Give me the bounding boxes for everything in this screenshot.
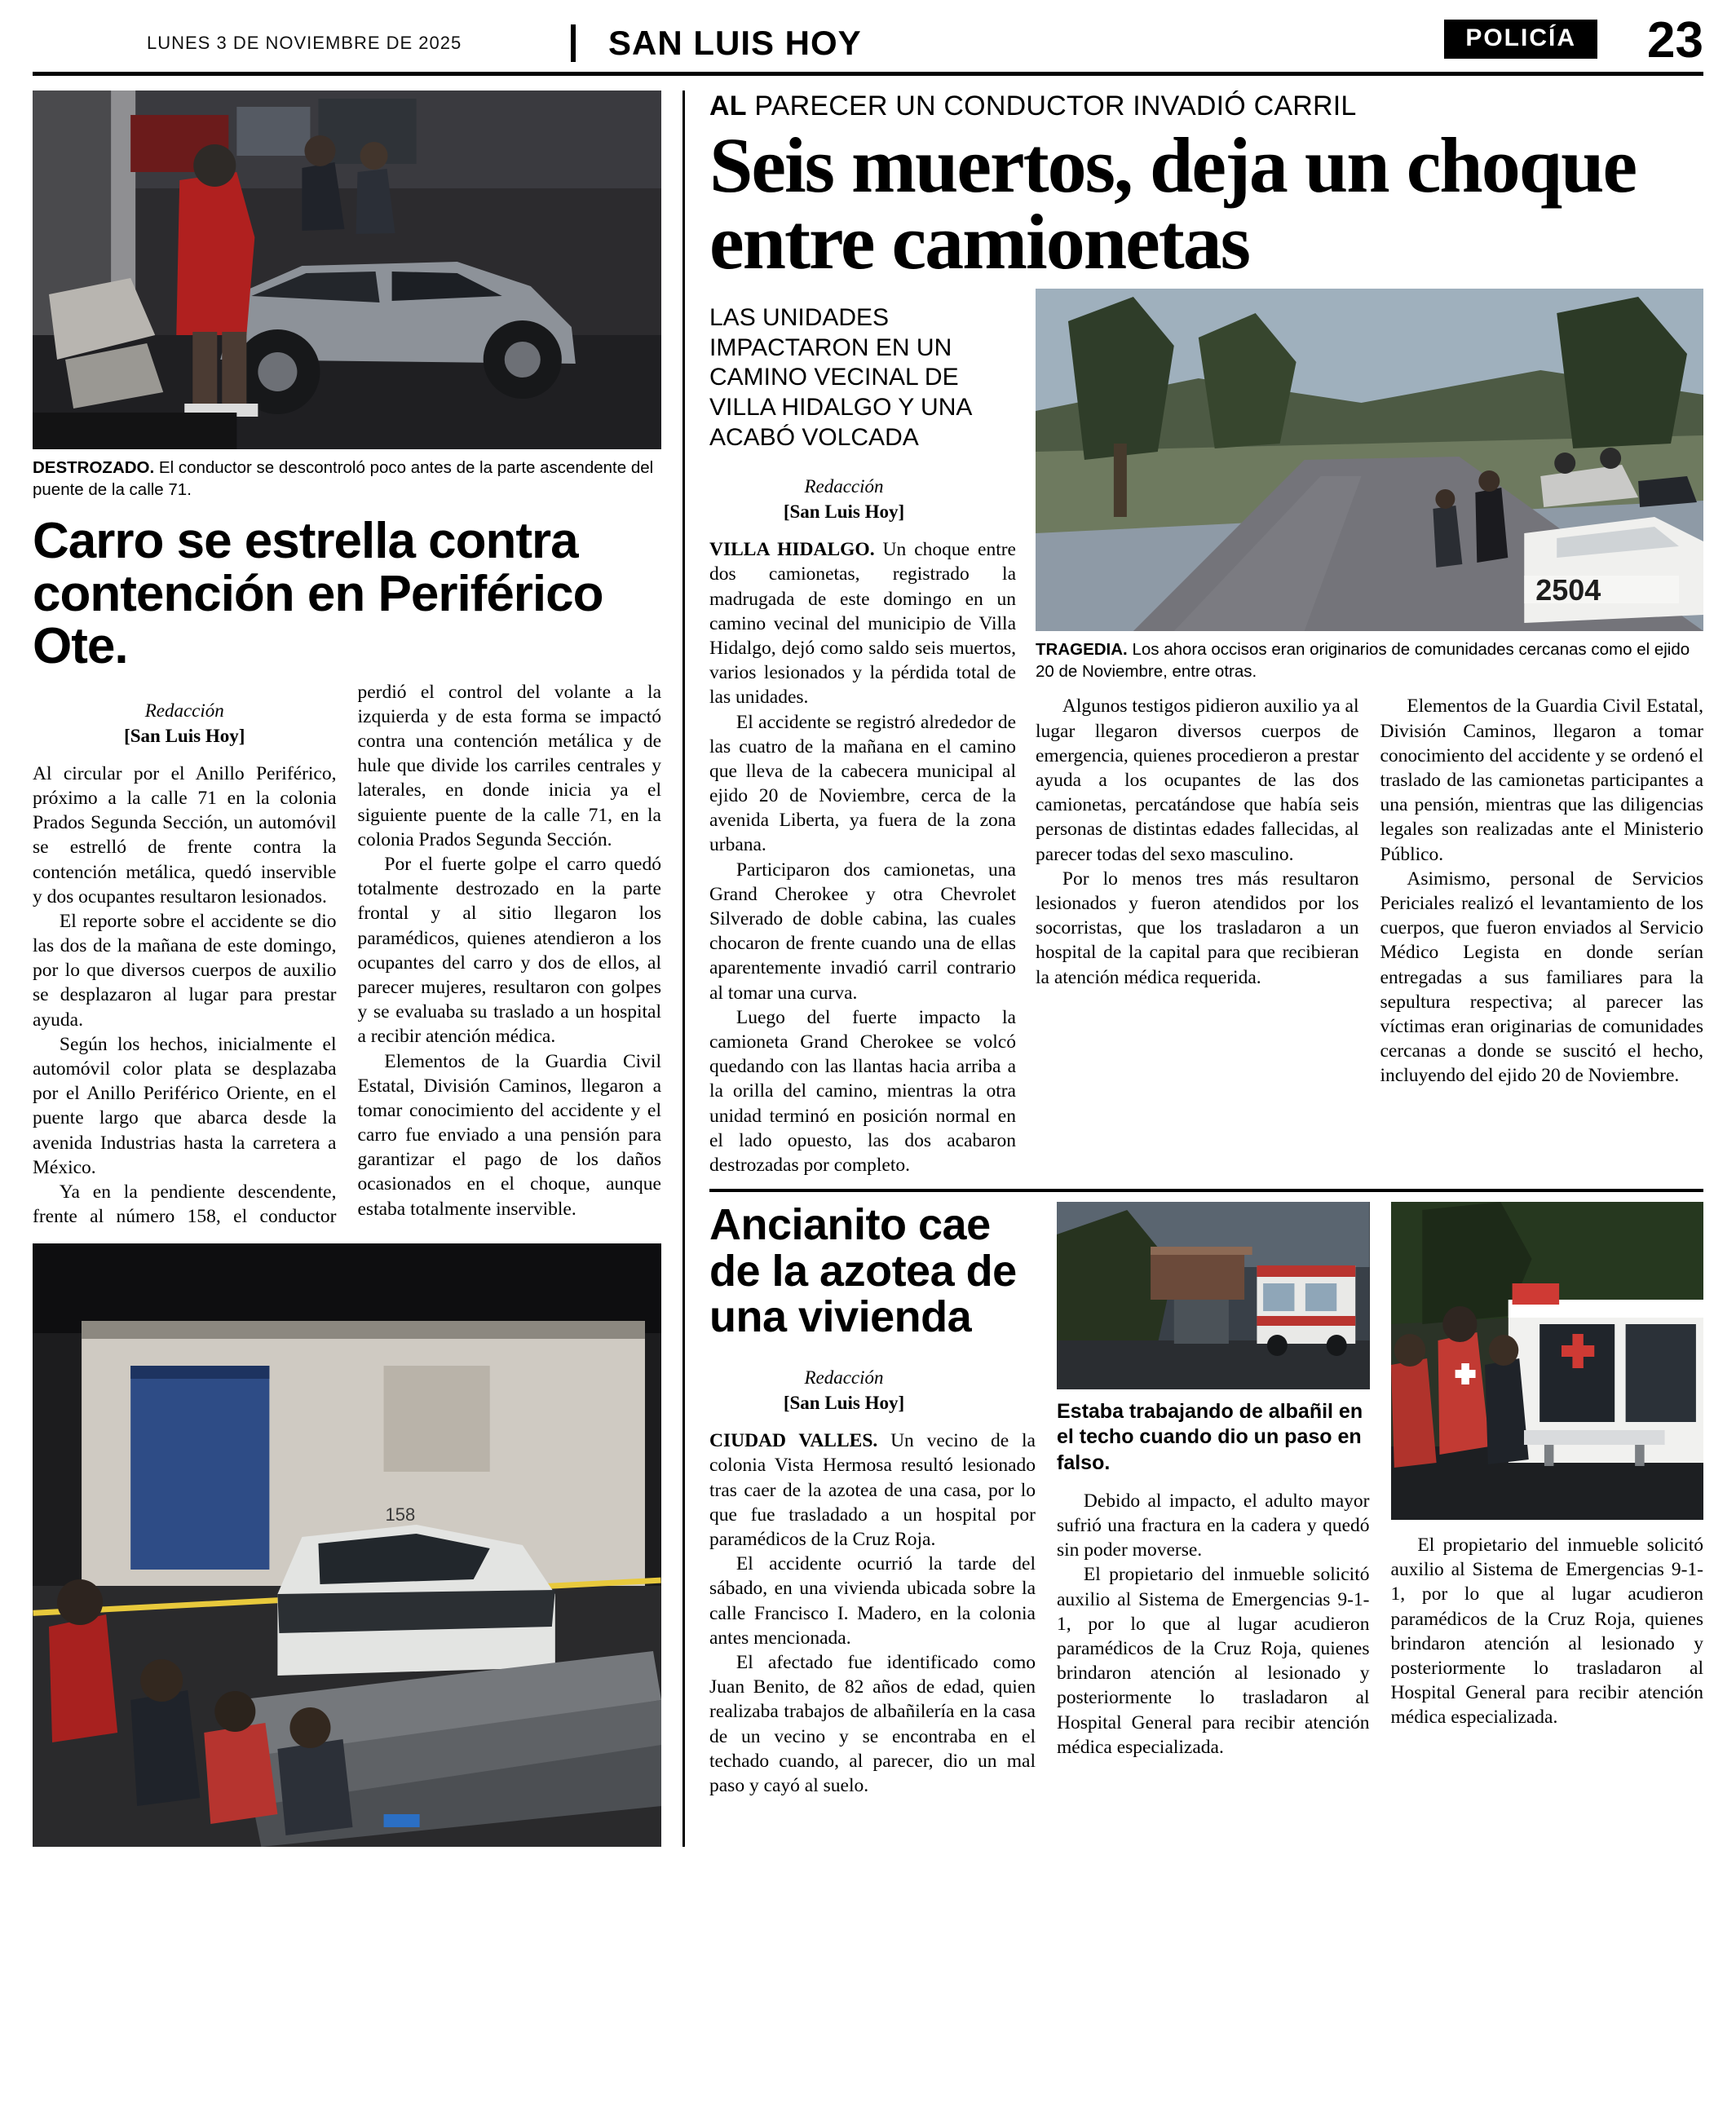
dateline: VILLA HIDALGO. (709, 539, 875, 561)
photo-crashed-car-night (33, 91, 661, 449)
bottom-story (709, 1202, 1703, 1798)
photo-rural-crash-art (1036, 289, 1703, 631)
paragraph: Asimismo, personal de Servicios Periciales realizó el levantamiento de los cuerpos, que fueron enviados al Servicio Médico Legista en donde serían entregadas a sus familiares para la sepultura respectiva; al parecer las víctimas eran originarias de comunidades cercanas a donde se suscitó el hecho, incluyendo del ejido 20 de Noviembre. (1380, 868, 1703, 1087)
paragraph: El afectado fue identificado como Juan Benito, de 82 años de edad, quien realizaba trabajos de albañilería en la casa de un vecino y se encontraba en el techado cuando, al parecer, dio un mal paso y cayó al suelo. (709, 1651, 1036, 1796)
page-content (33, 91, 1703, 1847)
lead-lower-columns (1036, 694, 1703, 1088)
left-column (33, 91, 685, 1847)
paragraph: El propietario del inmueble solicitó auxilio al Sistema de Emergencias 9-1-1, por lo que al lugar acudieron paramédicos de la Cruz Roja, quienes brindaron atención al lesionado y posteriormente lo trasladaron al Hospital General para recibir atención médica especializada. (1057, 1564, 1370, 1758)
photo-paramedics (1391, 1202, 1704, 1520)
lead-first-text: Un choque entre dos camionetas, registrado la madrugada de este domingo en un camino vecinal del municipio de Villa Hidalgo, dejó como saldo seis muertos, varios lesionados y la pérdida total de las unidades. (709, 539, 1016, 709)
byline-role: Redacción (804, 476, 884, 497)
photo-collapsed-roof-art (33, 1243, 661, 1847)
page-number: 23 (1647, 12, 1703, 68)
photo-caption-rural-crash (1036, 639, 1703, 682)
paragraph: Luego del fuerte impacto la camioneta Grand Cherokee se volcó quedando con las llantas hacia arriba a la orilla del camino, mientras la otra unidad terminó en posición normal en el lado opuesto, las dos acabaron destrozadas por completo. (709, 1006, 1016, 1176)
section-badge: POLICÍA (1444, 20, 1597, 59)
photo-caption-crashed-car (33, 457, 661, 501)
masthead-title: SAN LUIS HOY (608, 24, 862, 62)
left-story-byline (33, 698, 337, 749)
paragraph: El accidente ocurrió la tarde del sábado, en una vivienda ubicada sobre la calle Francisco I. Madero, en la colonia antes mencionada. (709, 1553, 1036, 1649)
masthead-divider (571, 24, 576, 62)
bottom-story-headline: Ancianito cae de la azotea de una vivienda (709, 1200, 1017, 1342)
lead-photo-col (1036, 289, 1703, 1177)
lead-first-paragraph (709, 537, 1016, 709)
photo-collapsed-roof (33, 1243, 661, 1847)
paragraph: Según los hechos, inicialmente el automóvil color plata se desplazaba por el Anillo Periférico Oriente, en el puente largo que abarca desde la avenida Industrias hasta la carretera a México. (33, 1033, 337, 1178)
byline-org: [San Luis Hoy] (783, 501, 905, 523)
section-divider (709, 1189, 1703, 1192)
bottom-left-col (709, 1202, 1036, 1798)
paragraph: Elementos de la Guardia Civil Estatal, División Caminos, llegaron a tomar conocimiento del accidente y el carro fue enviado a una pensión para garantizar el pago de los daños ocasionados en el choque, aunque estaba totalmente inservible. (357, 1050, 661, 1220)
paragraph: El propietario del inmueble solicitó auxilio al Sistema de Emergencias 9-1-1, por lo que al lugar acudieron paramédicos de la Cruz Roja, quienes brindaron atención al lesionado y posteriormente lo trasladaron al Hospital General para recibir atención médica especializada. (1390, 1535, 1703, 1729)
bottom-middle-col (1057, 1202, 1370, 1798)
paragraph: Por lo menos tres más resultaron lesionados y fueron atendidos por los socorristas, que los trasladaron a un hospital de la capital para que recibieran la atención médica requerida. (1036, 868, 1359, 988)
svg-text:158: 158 (385, 1504, 416, 1526)
caption-lead: TRAGEDIA. (1036, 640, 1128, 660)
caption-text: El conductor se descontroló poco antes de la parte ascendente del puente de la calle 71. (33, 458, 654, 499)
bottom-first-paragraph (709, 1429, 1036, 1552)
left-story-headline: Carro se estrella contra contención en Periférico Ote. (33, 513, 603, 675)
paragraph: Algunos testigos pidieron auxilio ya al lugar llegaron diversos cuerpos de emergencia, quienes procedieron a prestar ayuda a los ocupantes de las dos camionetas, percatándose que había seis personas de distintas edades fallecidas, al parecer todas del sexo masculino. (1036, 696, 1359, 865)
lead-story-headline: Seis muertos, deja un choque entre camionetas (709, 121, 1637, 286)
bottom-photo-deck: Estaba trabajando de albañil en el techo cuando dio un paso en falso. (1057, 1400, 1363, 1474)
photo-unit-number: 2504 (1535, 573, 1601, 607)
paragraph: El reporte sobre el accidente se dio las dos de la mañana de este domingo, por lo que diversos cuerpos de auxilio se desplazaron al lugar para prestar ayuda. (33, 910, 337, 1031)
lead-top-grid (709, 289, 1703, 1177)
right-column (685, 91, 1703, 1847)
bottom-byline (709, 1365, 978, 1415)
lead-subhead: LAS UNIDADES IMPACTARON EN UN CAMINO VECINAL DE VILLA HIDALGO Y UNA ACABÓ VOLCADA (709, 304, 971, 451)
byline-org: [San Luis Hoy] (124, 725, 245, 746)
lead-col-3 (1380, 694, 1704, 1088)
left-story-body (33, 680, 661, 1230)
paragraph: El accidente se registró alrededor de las cuatro de la mañana en el camino que lleva de la cabecera municipal al ejido 20 de Noviembre, cerca de la avenida Liberta, ya fuera de la zona urbana. (709, 711, 1016, 856)
newspaper-page (0, 12, 1736, 2102)
paragraph: Por el fuerte golpe el carro quedó totalmente destrozado en la parte frontal y al sitio llegaron los paramédicos, quienes atendieron a los ocupantes del carro y dos de ellos, al parecer mujeres, resultaron con golpes y se evaluaba su traslado a un hospital a recibir atención médica. (357, 854, 661, 1048)
kicker-rest: PARECER UN CONDUCTOR INVADIÓ CARRIL (746, 91, 1357, 121)
photo-rural-crash (1036, 289, 1703, 631)
dateline: CIUDAD VALLES. (709, 1430, 878, 1452)
lead-kicker (709, 91, 1703, 122)
paragraph: Elementos de la Guardia Civil Estatal, División Caminos, llegaron a tomar conocimiento del accidente y se ordenó el traslado de las camionetas participantes a una pensión, mientras que las diligencias legales son realizadas ante el Ministerio Público. (1380, 696, 1703, 865)
bottom-first-text: Un vecino de la colonia Vista Hermosa resultó lesionado tras caer de la azotea de una casa, por lo que fue trasladado a un hospital por paramédicos de la Cruz Roja. (709, 1430, 1036, 1550)
photo-ambulance-street-art (1057, 1202, 1370, 1389)
photo-paramedics-art (1391, 1202, 1704, 1520)
photo-crashed-car-night-art (33, 91, 661, 449)
bottom-right-col (1391, 1202, 1704, 1798)
paragraph: Participaron dos camionetas, una Grand Cherokee y otra Chevrolet Silverado de doble cabina, las cuales chocaron de frente cuando una de ellas aparentemente invadió carril contrario al tomar una curva. (709, 859, 1016, 1004)
caption-text: Los ahora occisos eran originarios de comunidades cercanas como el ejido 20 de Noviembre, entre otras. (1036, 640, 1690, 681)
lead-col-2 (1036, 694, 1359, 1088)
byline-org: [San Luis Hoy] (783, 1393, 905, 1414)
paragraph: Debido al impacto, el adulto mayor sufrió una fractura en la cadera y quedó sin poder moverse. (1057, 1490, 1370, 1561)
caption-lead: DESTROZADO. (33, 458, 155, 477)
paragraph: Ya en la pendiente descendente, frente al número 158, el conductor perdió el control del volante a la izquierda y de esta forma se impactó contra una contención metálica y de hule que divide los carriles centrales y laterales, en donde inicia ya el siguiente puente de la calle 71, en la colonia Prados Segunda Sección. (33, 681, 661, 1228)
masthead-date: LUNES 3 DE NOVIEMBRE DE 2025 (147, 33, 462, 53)
masthead (33, 12, 1703, 76)
kicker-bold: AL (709, 91, 747, 121)
byline-role: Redacción (804, 1367, 884, 1389)
lead-subhead-col (709, 289, 1036, 1177)
paragraph: Al circular por el Anillo Periférico, próximo a la calle 71 en la colonia Prados Segunda Sección, un automóvil se estrelló de frente contra la contención metálica, quedó inservible y dos ocupantes resultaron lesionados. (33, 762, 337, 907)
lead-byline (709, 474, 978, 524)
photo-ambulance-street (1057, 1202, 1370, 1389)
byline-role: Redacción (144, 700, 224, 721)
